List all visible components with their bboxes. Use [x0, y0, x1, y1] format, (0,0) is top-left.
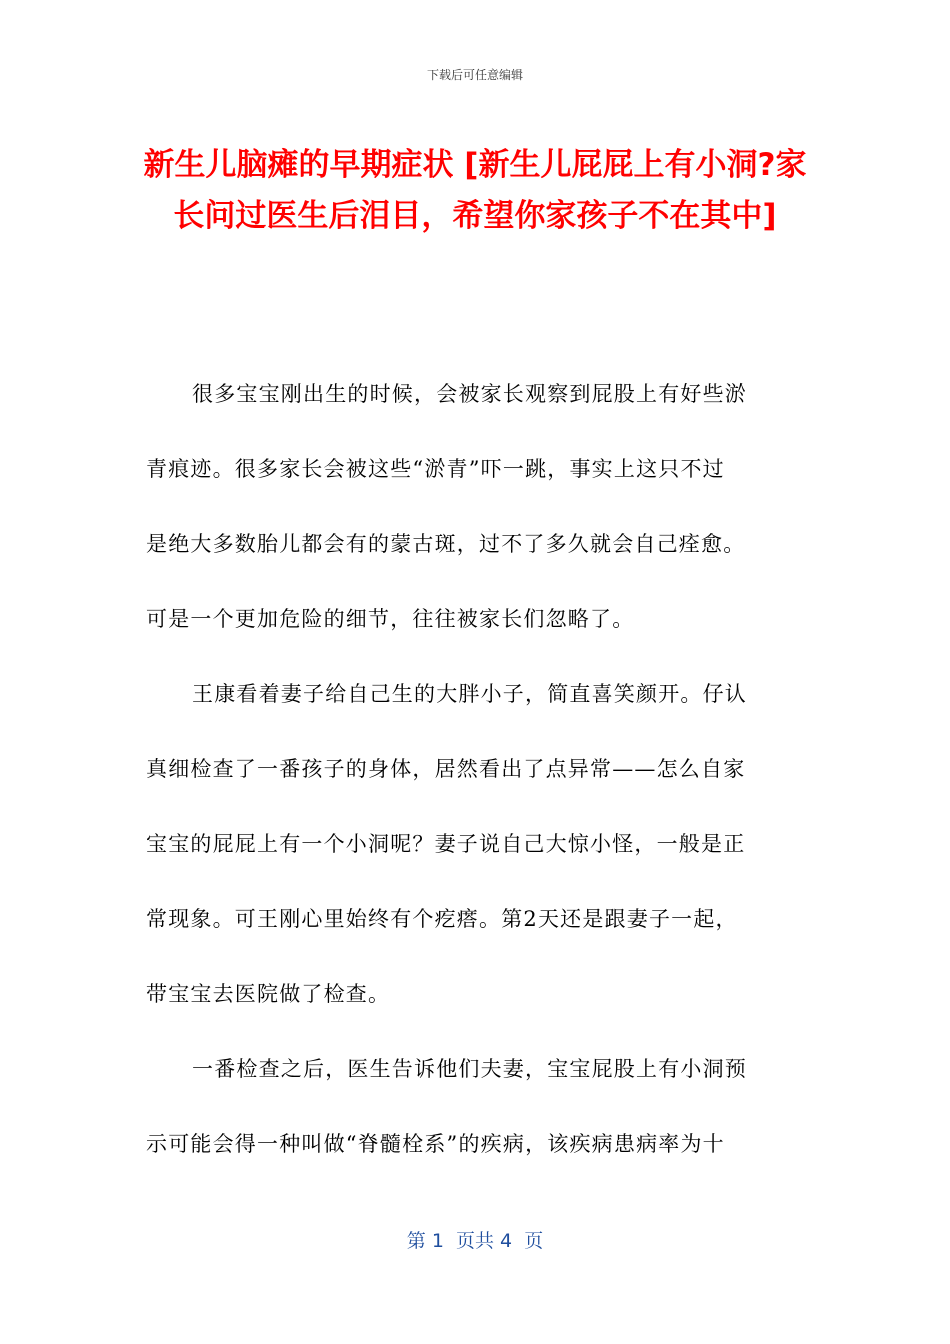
paragraph-line: 是绝大多数胎儿都会有的蒙古斑，过不了多久就会自己痊愈。 [146, 532, 746, 556]
document-title: 新生儿脑瘫的早期症状 [新生儿屁屁上有小洞?家长问过医生后泪目，希望你家孩子不在其中] [143, 147, 807, 234]
page-number-footer: 第 1 页共 4 页 [406, 1230, 544, 1252]
paragraph-line: 带宝宝去医院做了检查。 [146, 982, 391, 1006]
paragraph-line: 很多宝宝刚出生的时候，会被家长观察到屁股上有好些淤 [192, 382, 747, 406]
paragraph-line: 王康看着妻子给自己生的大胖小子，简直喜笑颜开。仔认 [192, 682, 747, 706]
paragraph-line: 真细检查了一番孩子的身体，居然看出了点异常——怎么自家 [146, 757, 746, 781]
paragraph-line: 常现象。可王刚心里始终有个疙瘩。第2天还是跟妻子一起， [146, 907, 738, 931]
document-body [146, 365, 796, 1190]
paragraph-line: 示可能会得一种叫做“脊髓栓系”的疾病，该疾病患病率为十 [146, 1132, 725, 1156]
paragraph-line: 一番检查之后，医生告诉他们夫妻，宝宝屁股上有小洞预 [192, 1057, 747, 1081]
paragraph-line: 青痕迹。很多家长会被这些“淤青”吓一跳，事实上这只不过 [146, 457, 725, 481]
header-note: 下载后可任意编辑 [426, 68, 523, 82]
paragraph-line: 宝宝的屁屁上有一个小洞呢？妻子说自己大惊小怪，一般是正 [146, 832, 746, 856]
paragraph-line: 可是一个更加危险的细节，往往被家长们忽略了。 [146, 607, 635, 631]
